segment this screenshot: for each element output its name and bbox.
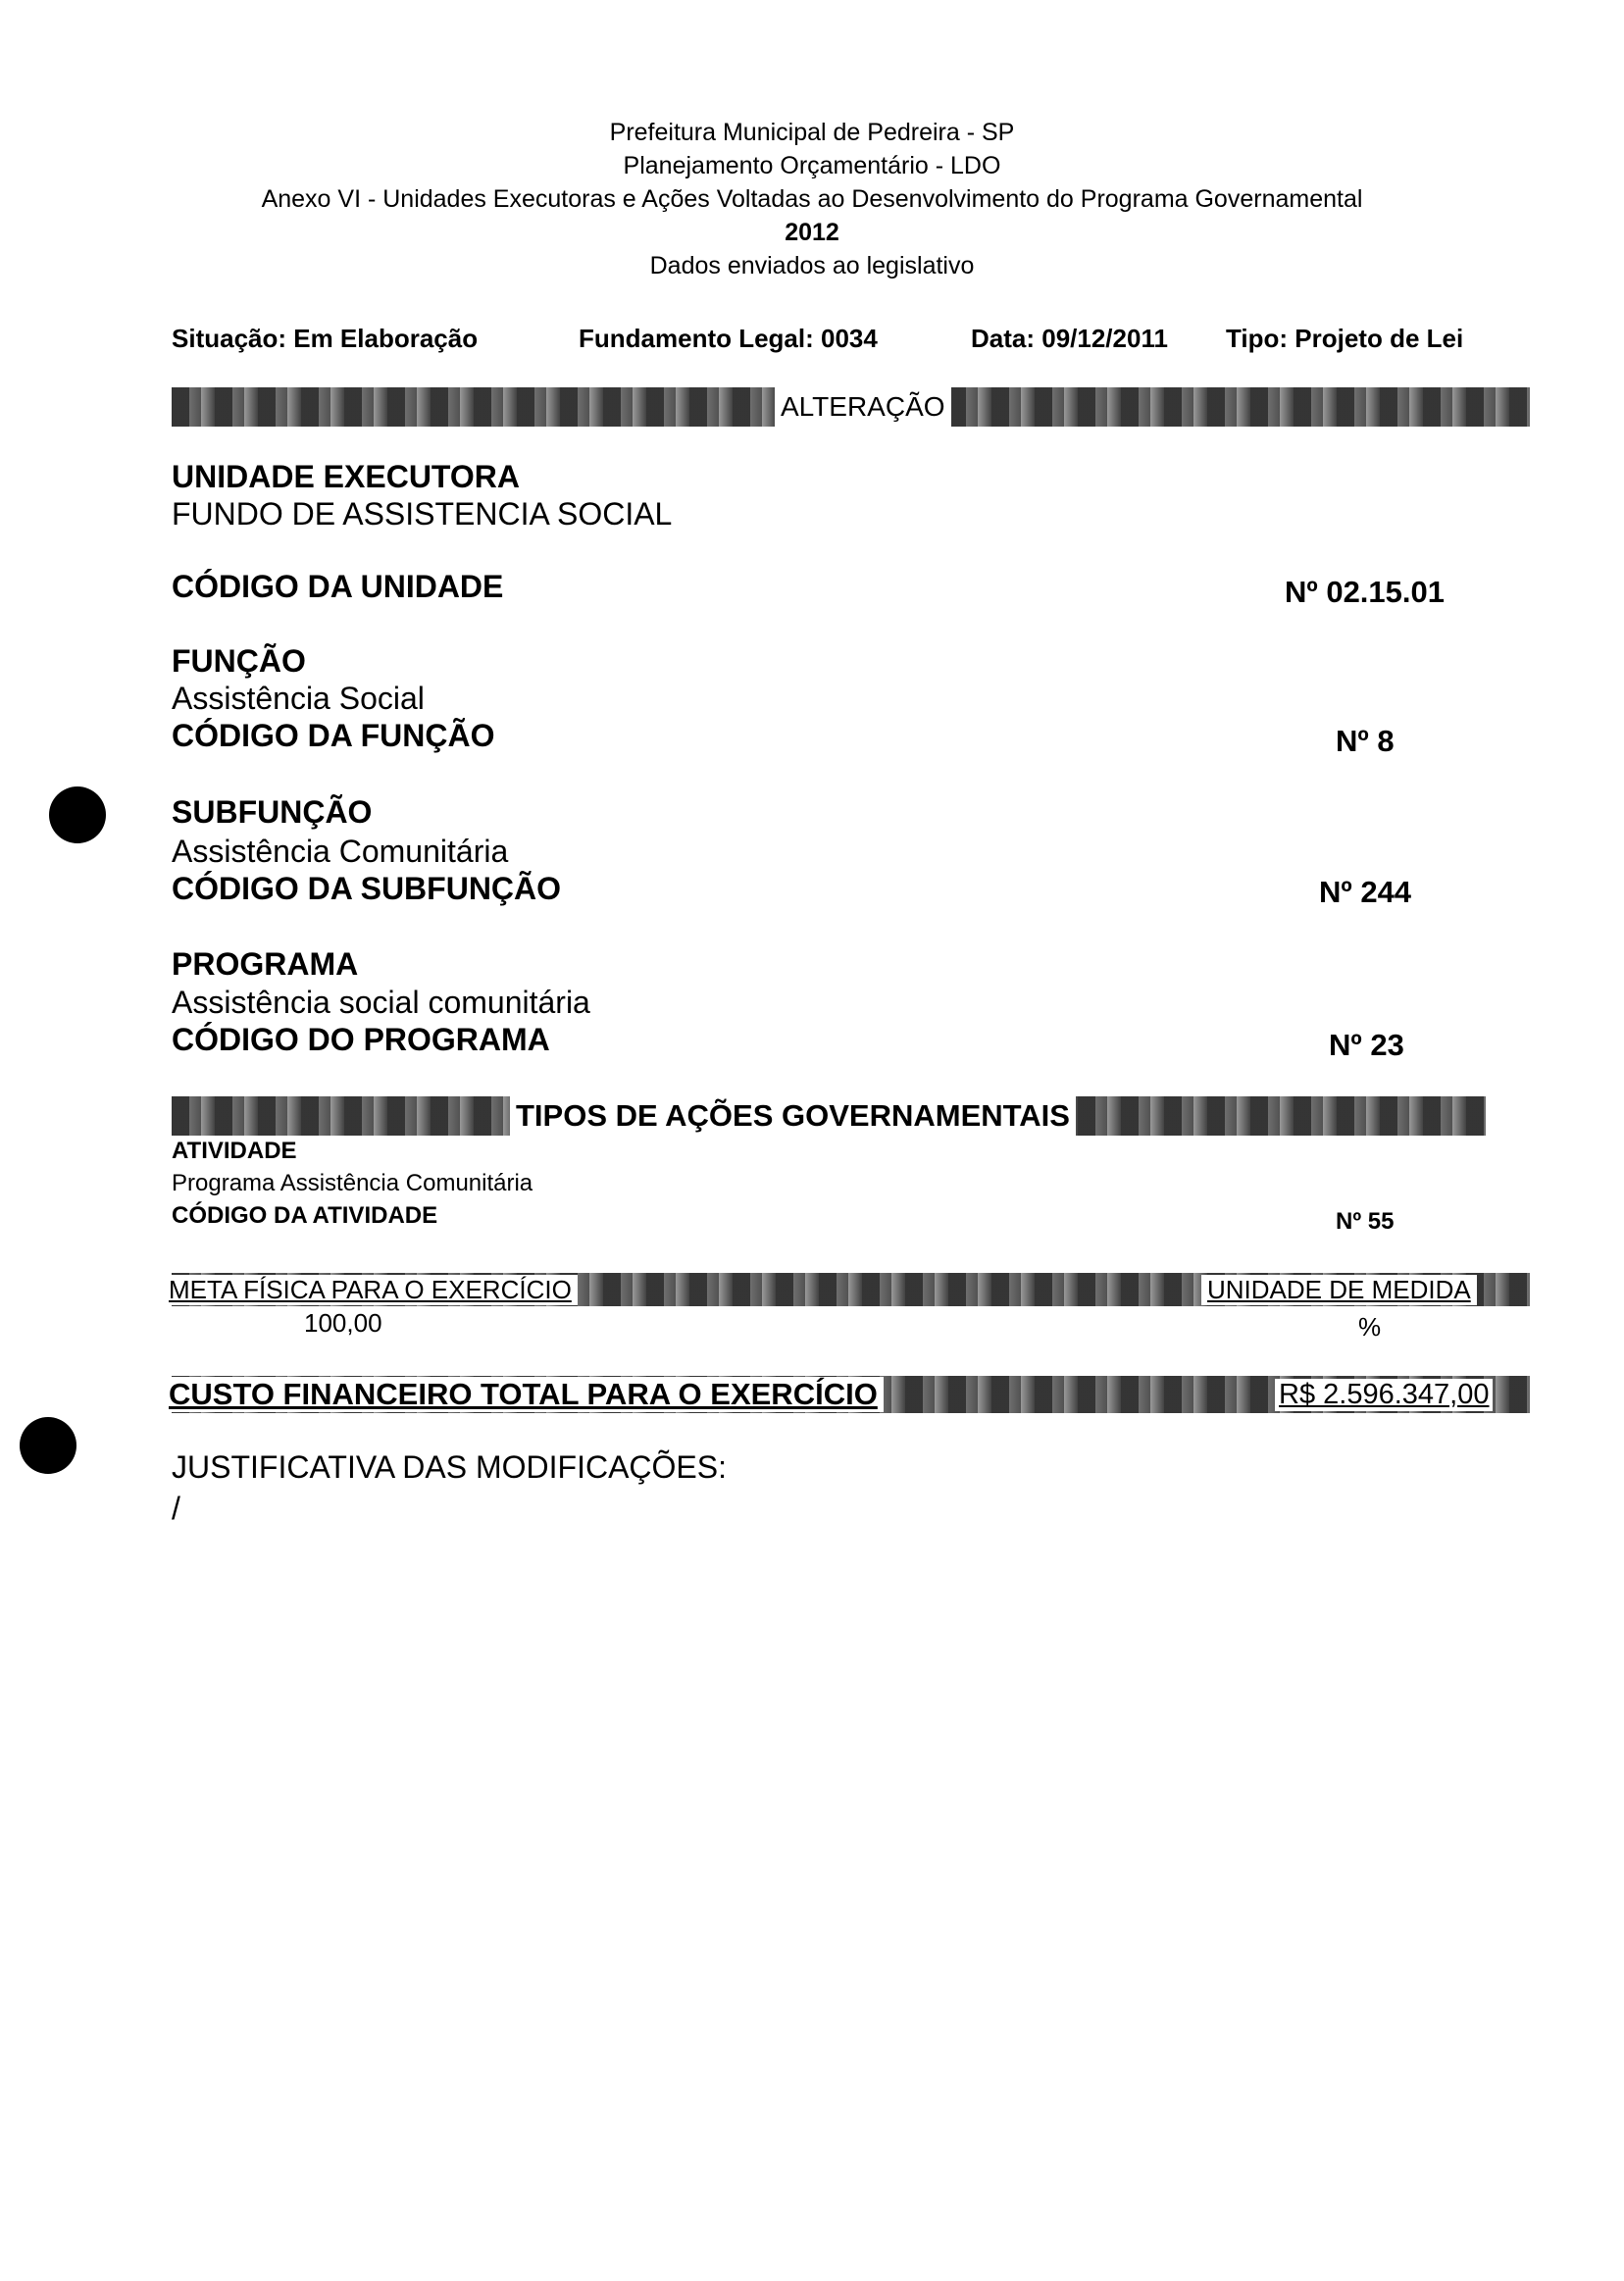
situacao: Situação: Em Elaboração [172,324,479,353]
atividade-label: ATIVIDADE [172,1138,297,1164]
codigo-programa: Nº 23 [1329,1028,1404,1062]
codigo-atividade: Nº 55 [1336,1208,1395,1235]
header-line-3: Anexo VI - Unidades Executoras e Ações Voltadas ao Desenvolvimento do Programa Governamental [261,185,1363,213]
tipos-acoes-label: TIPOS DE AÇÕES GOVERNAMENTAIS [510,1096,1076,1136]
unidade-value: FUNDO DE ASSISTENCIA SOCIAL [172,496,673,532]
funcao-label: FUNÇÃO [172,643,306,679]
header-line-1: Prefeitura Municipal de Pedreira - SP [609,119,1015,146]
header-line-5: Dados enviados ao legislativo [649,252,975,279]
unidade-medida-value: % [1358,1312,1382,1342]
tipo: Tipo: Projeto de Lei [1226,324,1464,353]
codigo-funcao: Nº 8 [1336,724,1395,758]
custo-label: CUSTO FINANCEIRO TOTAL PARA O EXERCÍCIO [169,1377,884,1412]
subfuncao-label: SUBFUNÇÃO [172,794,373,830]
meta-fisica-label: META FÍSICA PARA O EXERCÍCIO [169,1275,578,1305]
codigo-atividade-label: CÓDIGO DA ATIVIDADE [172,1202,438,1229]
alteracao-label: ALTERAÇÃO [775,387,951,427]
unidade-label: UNIDADE EXECUTORA [172,459,520,494]
unidade-medida-label: UNIDADE DE MEDIDA [1201,1275,1477,1305]
punch-hole [49,786,106,843]
meta-fisica-value: 100,00 [304,1308,382,1338]
fundamento-legal: Fundamento Legal: 0034 [579,324,878,353]
codigo-programa-label: CÓDIGO DO PROGRAMA [172,1022,550,1057]
codigo-unidade-label: CÓDIGO DA UNIDADE [172,569,504,604]
subfuncao-value: Assistência Comunitária [172,834,509,869]
data: Data: 09/12/2011 [971,324,1168,353]
codigo-subfuncao-label: CÓDIGO DA SUBFUNÇÃO [172,871,562,906]
justificativa-label: JUSTIFICATIVA DAS MODIFICAÇÕES: [172,1449,727,1485]
codigo-unidade: Nº 02.15.01 [1285,575,1445,609]
codigo-subfuncao: Nº 244 [1319,875,1412,909]
funcao-value: Assistência Social [172,681,425,716]
atividade-value: Programa Assistência Comunitária [172,1170,533,1196]
header-line-2: Planejamento Orçamentário - LDO [623,152,1001,179]
programa-label: PROGRAMA [172,946,359,982]
punch-hole [20,1417,76,1474]
codigo-funcao-label: CÓDIGO DA FUNÇÃO [172,718,495,753]
programa-value: Assistência social comunitária [172,985,590,1020]
custo-value: R$ 2.596.347,00 [1275,1379,1493,1411]
justificativa-value: / [172,1491,180,1526]
header-year: 2012 [785,219,839,246]
